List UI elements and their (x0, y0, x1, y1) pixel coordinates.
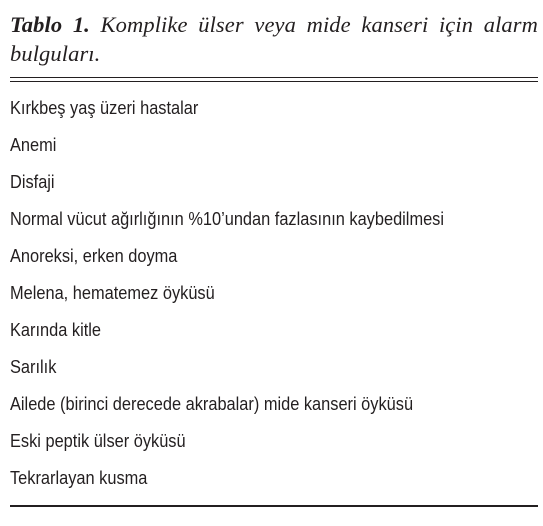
table-caption-text: Komplike ülser veya mide kanseri için alarm bulguları. (10, 12, 538, 66)
table-row: Anoreksi, erken doyma (10, 246, 178, 266)
table-row: Karında kitle (10, 320, 101, 340)
table-row: Eski peptik ülser öyküsü (10, 431, 186, 451)
alarm-findings-table (10, 10, 538, 507)
table-row: Kırkbeş yaş üzeri hastalar (10, 98, 199, 118)
table-caption (10, 10, 538, 68)
table-row: Tekrarlayan kusma (10, 468, 148, 488)
table-rows (10, 82, 538, 497)
table-row: Normal vücut ağırlığının %10’undan fazlasının kaybedilmesi (10, 209, 445, 229)
table-row: Anemi (10, 135, 57, 155)
table-row: Melena, hematemez öyküsü (10, 283, 215, 303)
table-row: Ailede (birinci derecede akrabalar) mide kanseri öyküsü (10, 394, 414, 414)
table-row: Disfaji (10, 172, 55, 192)
table-caption-label: Tablo 1. (10, 12, 90, 37)
table-row: Sarılık (10, 357, 57, 377)
table-bottom-rule (10, 505, 538, 507)
